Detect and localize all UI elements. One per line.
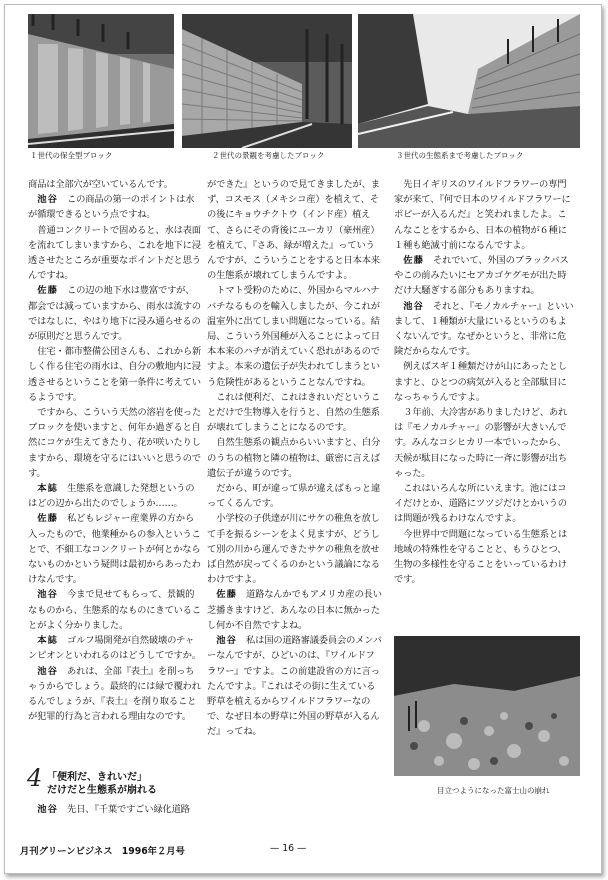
paragraph: 今世界中で問題になっている生態系とは地域の特殊性を守ることと、もうひとつ、生物の多様性を守ることをいっているわけです。 (394, 528, 568, 586)
speaker-label: 池谷 (216, 635, 237, 647)
speaker-label: 佐藤 (403, 255, 424, 267)
article-column-2 (207, 177, 382, 740)
paragraph: 普通コンクリートで固めると、水は表面を流れてしまいますから、これを地下に浸透させたところが重要なポイントだと思うんですね。 (28, 224, 201, 282)
speaker-label: 佐藤 (37, 285, 58, 297)
paragraph (28, 511, 202, 587)
photo2-graphic (182, 14, 352, 148)
paragraph: 小学校の子供達が川にサケの稚魚を放して手を振るシーンをよく見ますが、どうして別の川から運んできたサケの稚魚を放せば自然が戻ってくるのかという議論になるわけですよ。 (207, 513, 380, 586)
paragraph (28, 283, 202, 344)
article-column-1 (28, 177, 202, 724)
speech-text: この商品の第一のポイントは水が循環できるという点ですね。 (28, 194, 195, 221)
speaker-label: 佐藤 (216, 589, 237, 601)
speech-text: ゴルフ場開発が自然破壊のチャンピオンといわれるのはどうしてですか。 (28, 635, 201, 662)
speaker-label: 佐藤 (37, 513, 58, 525)
paragraph: 住宅・都市整備公団さんも、これから新しく作る住宅の雨水は、自分の敷地内に浸透させるということを第一条件に考えているようです。 (28, 346, 202, 403)
paragraph (394, 299, 574, 360)
photo4-graphic (394, 636, 580, 776)
photo1-caption: １世代の保全型ブロック (30, 151, 113, 160)
paragraph: トマト受粉のために、外国からマルハナバチなるものを輸入しましたが、今これが温室外に出てしまい問題になっている。結局、こういう外国種が入ることによって日本本来のハチが消えていく恐れがあるのですよ。本来の遺伝子が失われてしまうという危険性があるということなんですね。 (207, 285, 380, 388)
photo-mt-fuji-erosion (394, 636, 580, 776)
paragraph (394, 253, 574, 299)
paragraph: 自然生態系の観点からいいますと、白分のうちの植物と隣の植物は、厳密に言えば遺伝子が違うのです。 (207, 437, 381, 479)
photo3-graphic (358, 14, 580, 148)
speech-text: 私は国の道路審議委員会のメンバーなんですが、ひどいのは、『ワイルドフラワー』ですよ。この前建設省の方に言ったんですよ。『これはその街に生えている野草を植えるからワイルドフラワーなので、なぜ日本の野草に外国の野草が入るんだ』ってね。 (207, 635, 382, 738)
paragraph (207, 587, 382, 633)
paragraph: ３年前、大冷害がありましたけど、あれは『モノカルチャー』の影響が大きいんです。みんなコシヒカリ一本でいったから、天候が駄目になった時に一斉に影響が出ちゃった。 (394, 407, 568, 479)
photo4-caption: 目立つようになった富士山の崩れ (437, 786, 550, 795)
speech-text: 今まで見せてもらって、景観的なものから、生態系的なものにきていることがよく分かりました。 (28, 589, 201, 631)
photo3-caption: ３世代の生態系まで考慮したブロック (396, 151, 524, 160)
section-heading-4 (27, 766, 197, 798)
speech-text: この辺の地下水は豊富ですが、都会では減っていますから、雨水は流すのではなしに、やはり地下に浸み通らせるのが原則だと思うんです。 (28, 285, 201, 343)
speaker-label: 池谷 (37, 804, 58, 815)
section-number: 4 (27, 764, 43, 792)
section-heading-line1: 「便利だ、きれいだ」 (47, 772, 147, 783)
photo-retaining-wall-gen1 (28, 14, 174, 148)
paragraph: これは便利だ、これはきれいだということだけで生物導入を行うと、自然の生態系が壊れてしまうことになるのです。 (207, 391, 381, 434)
article-column-1-tail (28, 802, 202, 817)
speech-text: それでいて、外国のブラックバスやこの前みたいにセアカゴケグモが出た時だけ大騒ぎする部分もありますね。 (394, 255, 569, 297)
section-heading-line2: だけだと生態系が崩れる (47, 785, 157, 796)
speaker-label: 池谷 (37, 665, 58, 677)
speech-text: あれは、全部『表土』を削っちゃうからでしょう。最終的には緑で覆われるんでしょうが、『表土』を削り取ることが犯罪的行為と言われる理由なのです。 (28, 665, 201, 723)
photo1-graphic (28, 14, 174, 148)
paragraph: ですから、こういう天然の溶岩を使ったブロックを使いますと、何年か過ぎると自然にコケが生えてきたり、花が咲いたりしますから、環境を守るにはいいと思うのです。 (28, 407, 202, 479)
paragraph: 例えばスギ１種類だけが山にあったとしますと、ひとつの病気が入ると全部駄目になっちゃうんですよ。 (394, 361, 567, 403)
paragraph (28, 481, 202, 511)
paragraph (207, 633, 382, 739)
speech-text: 先日、『千葉ですごい緑化道路 (67, 804, 190, 815)
speaker-label: 池谷 (37, 194, 58, 206)
speech-text: 道路なんかでもアメリカ産の長い芝播きますけど、あんなの日本に無かったし何か不自然ですよね。 (207, 589, 382, 631)
speech-text: 私どもレジャー産業界の方から入ったもので、他業種からの参入ということで、不細工なコンクリートが何とかならないものかという疑問は最初からあったわけなんです。 (28, 513, 201, 586)
paragraph: だから、町が違って県が違えばもっと違ってくるんです。 (207, 483, 381, 510)
photo-ecosystem-block-gen3 (358, 14, 580, 148)
paragraph: 商品は全部穴が空いているんです。 (28, 179, 173, 190)
paragraph (28, 587, 202, 633)
photo-landscape-block-gen2 (182, 14, 352, 148)
speaker-label: 池谷 (37, 589, 58, 601)
article-column-3 (394, 177, 574, 587)
paragraph (28, 664, 202, 725)
paragraph: ができた』というので見てきましたが、まず、コスモス（メキシコ産）を植えて、その後にキョウチクトウ（インド産）植えて、さらにその背後にユーカリ（豪州産）を植えて、『さあ、緑が増えた』っていうんですが、こういうことをすると日本本来の生態系が壊れてしまうんですよ。 (207, 179, 380, 282)
speaker-label: 本誌 (37, 483, 58, 495)
speech-text: それと、『モノカルチャー』といいまして、１種類が大量にいるというのもよくないんです。なぜかというと、非常に危険だからなんです。 (394, 300, 574, 358)
speech-text: 生態系を意識した発想というのはどの辺から出たのでしょうか……。 (28, 483, 195, 510)
photo2-caption: ２世代の景観を考慮したブロック (212, 151, 325, 160)
paragraph: 先日イギリスのワイルドフラワーの専門家が来て、『何で日本のワイルドフラワーにポピーが入るんだ』と笑われましたよ。こんなことをするから、日本の植物が６種に１種も絶滅寸前になるんですよ。 (394, 179, 571, 251)
magazine-issue: 月刊グリーンビジネス 1996年２月号 (20, 846, 185, 857)
speaker-label: 池谷 (403, 300, 424, 312)
speaker-label: 本誌 (37, 635, 58, 647)
paragraph (28, 633, 202, 663)
paragraph (28, 192, 202, 222)
page-number: — 16 — (270, 843, 307, 854)
paragraph (28, 802, 202, 817)
paragraph: これはいろんな所にいえます。池にはコイだけとか、道路にツツジだけとかいうのは問題が残るわけなんですよ。 (394, 483, 567, 525)
